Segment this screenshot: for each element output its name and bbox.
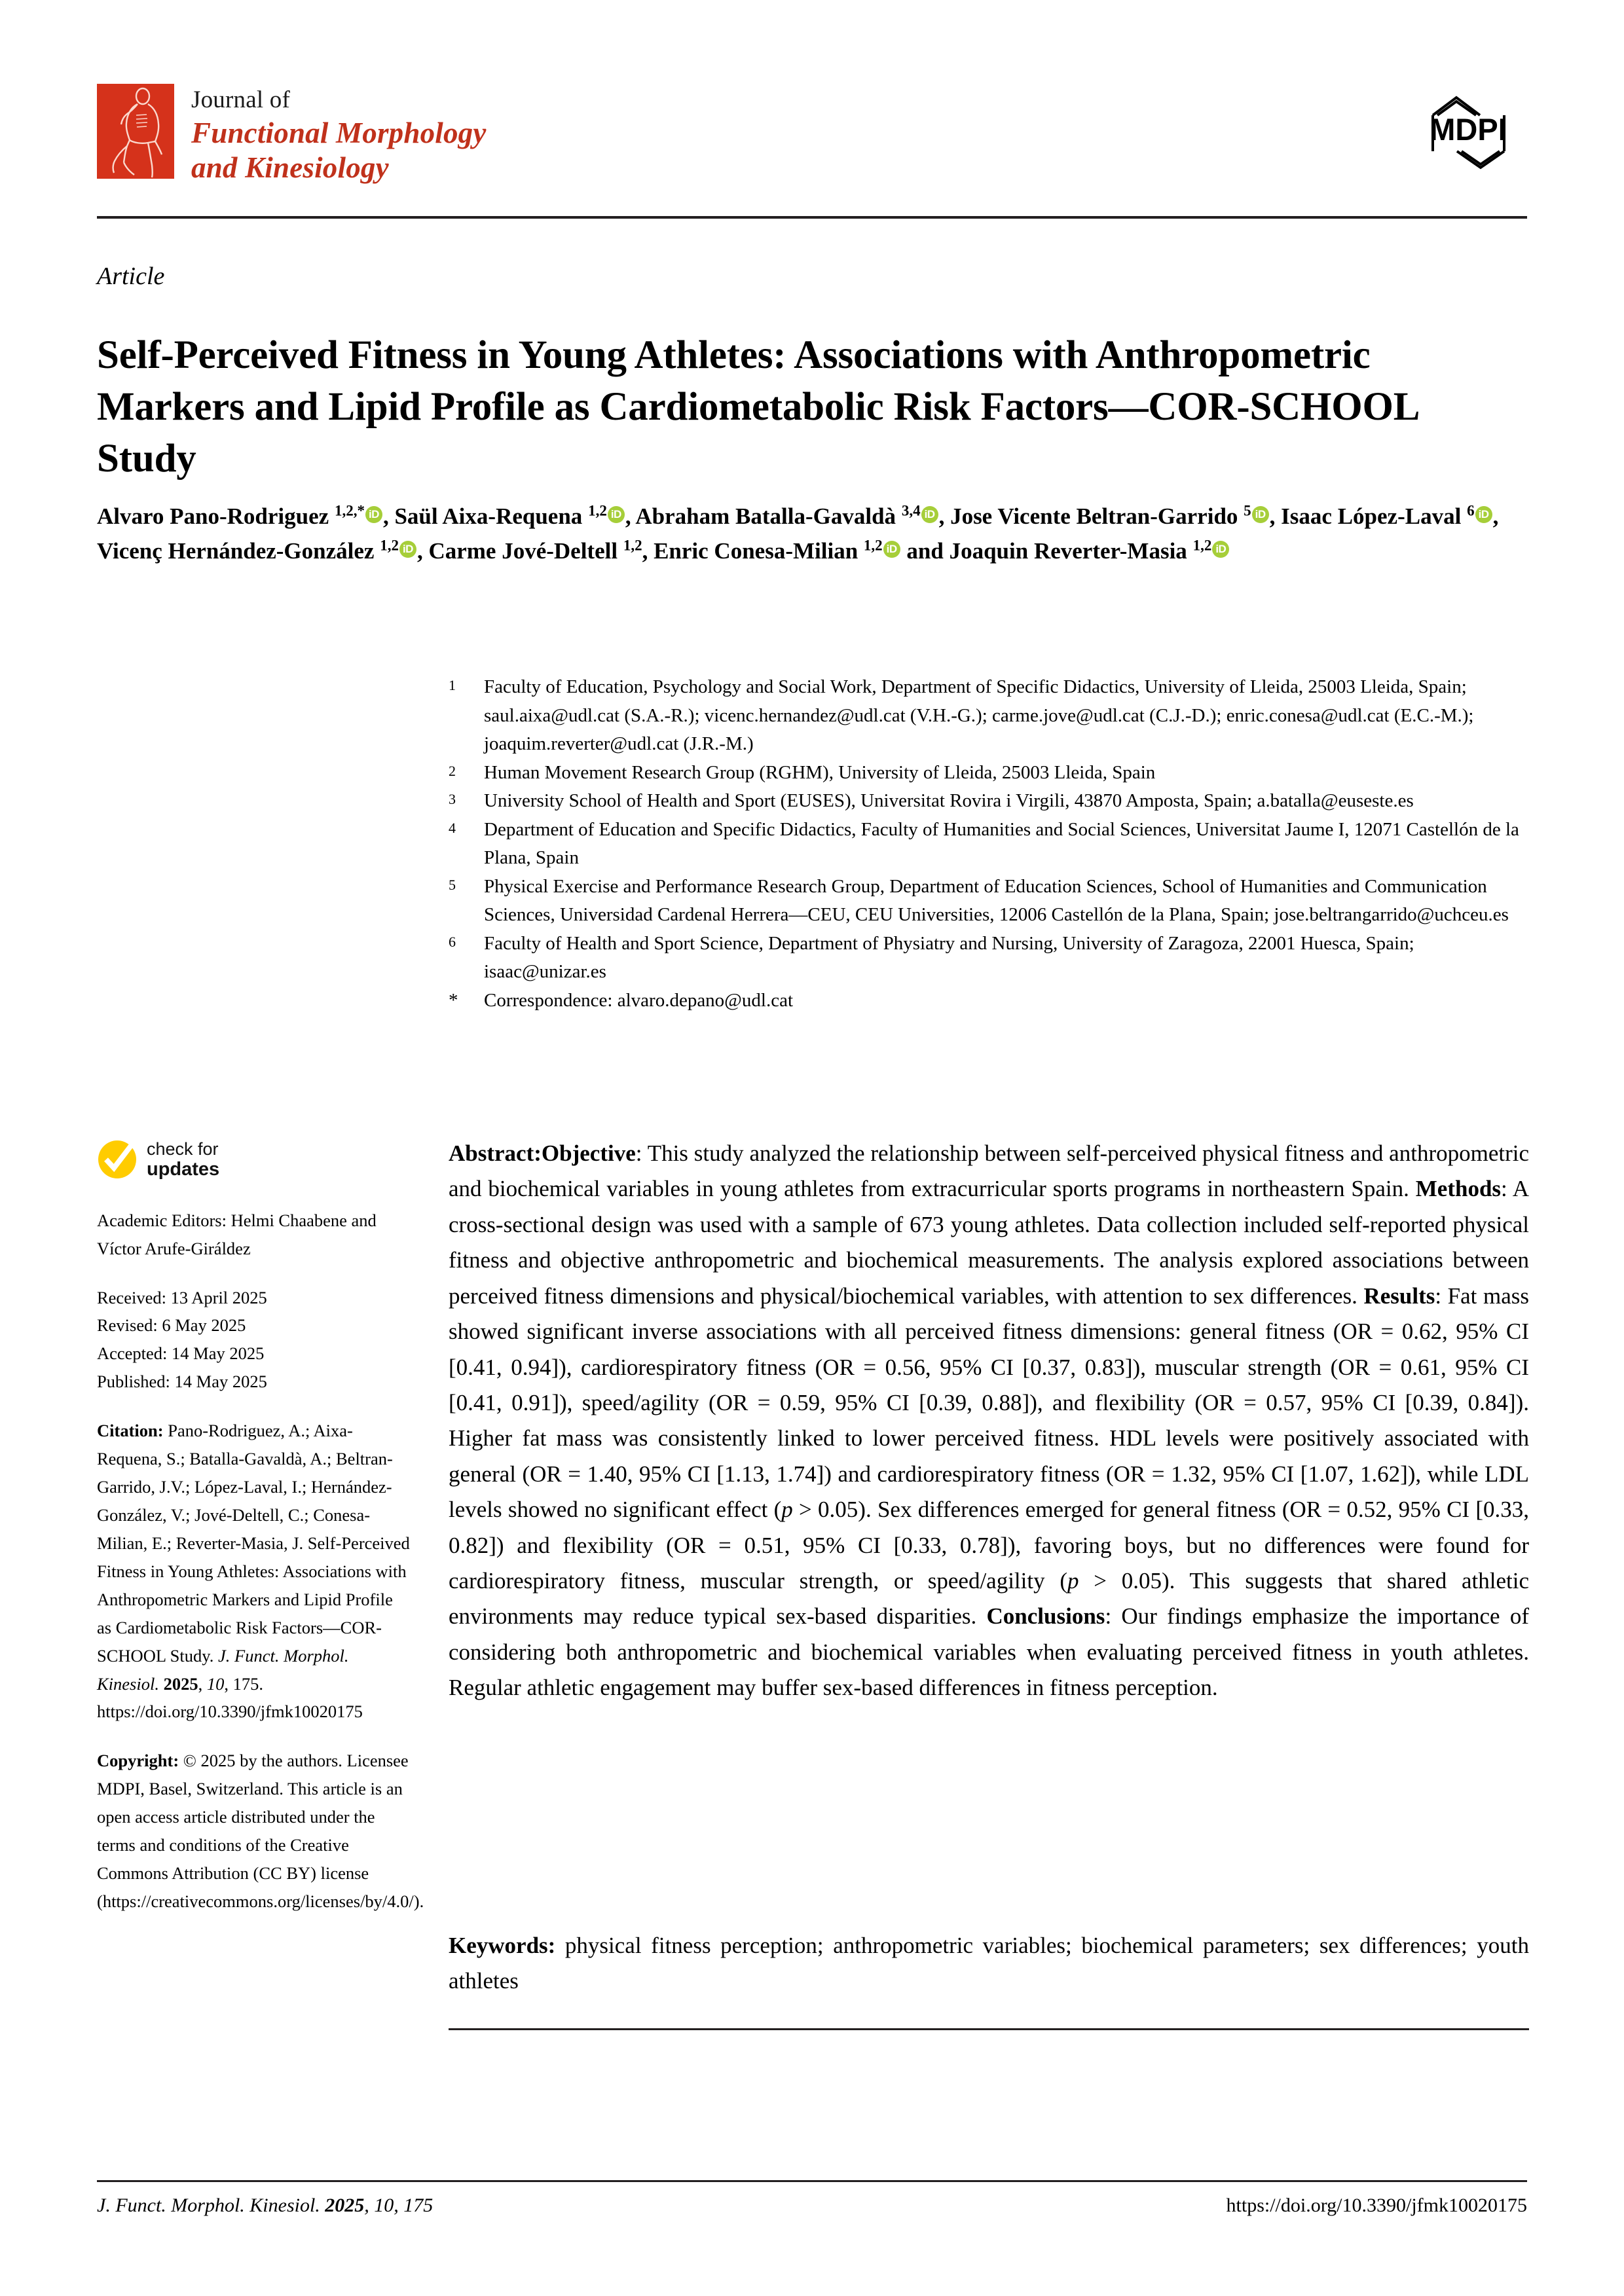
footer-volume: 10 — [374, 2195, 394, 2216]
affiliation-list — [449, 673, 1529, 1015]
affiliation-marker: 3 — [449, 791, 456, 807]
author-affiliation-marker: 1,2,* — [334, 502, 365, 519]
abstract-conclusions-label: Conclusions — [986, 1603, 1105, 1630]
abstract-methods-label: Methods — [1415, 1176, 1502, 1202]
author-name: Isaac López-Laval — [1281, 503, 1467, 529]
affiliation-text: Physical Exercise and Performance Research Group, Department of Education Sciences, School of Humanities and Communication Sciences, Universidad Cardenal Herrera—CEU, CEU Universities, 12006 Castellón de la Plana, Spain; jose.beltrangarrido@uchceu.es — [484, 875, 1509, 925]
footer-doi-link[interactable]: https://doi.org/10.3390/jfmk10020175 — [1226, 2195, 1527, 2216]
page-title: Self-Perceived Fitness in Young Athletes: Associations with Anthropometric Markers and Lipid Profile as Cardiometabolic Risk Factors—COR-SCHOOL Study — [97, 333, 1418, 481]
footer-journal-short: J. Funct. Morphol. Kinesiol. — [97, 2195, 320, 2216]
academic-editors: Academic Editors: Helmi Chaabene and Víctor Arufe-Giráldez — [97, 1210, 377, 1258]
abstract-conclusions-text: : Our findings emphasize the importance of considering both anthropometric and biochemical variables when evaluating perceived fitness in youth athletes. Regular athletic engagement may buffer sex-based differences in fitness perception. — [449, 1603, 1530, 1701]
keywords-text: physical fitness perception; anthropometric variables; biochemical parameters; sex differences; youth athletes — [449, 1933, 1529, 1994]
abstract-results-text-2: > 0.05). Sex differences emerged for general fitness (OR = 0.52, 95% CI [0.33, 0.82]) and flexibility (OR = 0.51, 95% CI [0.33, 0.78]), favoring boys, but no differences were found for cardiorespiratory fitness, muscular strength, or speed/agility ( — [449, 1497, 1529, 1594]
keywords-section — [449, 1928, 1529, 1999]
journal-title-block — [191, 84, 487, 185]
article-metadata-sidebar — [97, 1139, 424, 1916]
date-revised: Revised: 6 May 2025 — [97, 1315, 246, 1336]
orcid-icon[interactable]: iD — [608, 506, 625, 523]
author-affiliation-marker: 5 — [1244, 502, 1251, 519]
author-list: Alvaro Pano-Rodriguez $^{1,2,*}$ iD , Saül Aixa-Requena $^{1,2}$ iD , Abraham Batalla-Gavaldà $^{3,4}$ iD , Jose Vicente Beltran-Garrido $^5$ iD , Isaac López-Laval $^6$ iD , Vicenç Hernández-González $^{1,2}$ iD , Carme Jové-Deltell $^{1,2}$, Enric Conesa-Milian $^{1,2}$ iD and Joaquin Reverter-Masia $^{1,2}$ iD — [97, 502, 1499, 564]
affiliation-text: Faculty of Health and Sport Science, Department of Physiatry and Nursing, University of Zaragoza, 22001 Huesca, Spain; isaac@unizar.es — [484, 932, 1414, 982]
author-affiliation-marker: 1,2 — [1192, 537, 1212, 554]
orcid-icon[interactable]: iD — [1252, 506, 1269, 523]
affiliation-marker: 6 — [449, 933, 456, 950]
author-name: Saül Aixa-Requena — [394, 503, 589, 529]
affiliation-text: University School of Health and Sport (EUSES), Universitat Rovira i Virgili, 43870 Amposta, Spain; a.batalla@euseste.es — [484, 790, 1414, 811]
affiliation-item — [449, 787, 1529, 816]
footer-article-number: 175 — [403, 2195, 434, 2216]
date-published: Published: 14 May 2025 — [97, 1372, 267, 1392]
citation-journal: J. Funct. Morphol. Kinesiol. — [97, 1645, 349, 1694]
author-affiliation-marker: 3,4 — [901, 502, 921, 519]
journal-name-line3: and Kinesiology — [191, 151, 389, 185]
crossmark-line2: updates — [147, 1159, 220, 1180]
copyright-text: © 2025 by the authors. Licensee MDPI, Basel, Switzerland. This article is an open access article distributed under the terms and conditions of the Creative Commons Attribution (CC BY) license (https://creativecommons.org/licenses/by/4.0/). — [97, 1751, 424, 1911]
author-affiliation-marker: 1,2 — [863, 537, 883, 554]
affiliation-marker: 1 — [449, 677, 456, 693]
footer-divider — [97, 2180, 1527, 2182]
article-type-label: Article — [97, 263, 165, 290]
abstract-section — [449, 1136, 1529, 1706]
orcid-icon[interactable]: iD — [1475, 506, 1492, 523]
crossmark-line1: check for — [147, 1139, 219, 1159]
copyright-block — [97, 1747, 424, 1916]
affiliation-item — [449, 673, 1529, 759]
orcid-icon[interactable]: iD — [365, 506, 382, 523]
masthead — [97, 84, 1527, 205]
abstract-p-value-1: p — [781, 1497, 793, 1523]
crossmark-badge[interactable] — [97, 1139, 411, 1180]
check-for-updates-icon — [97, 1139, 138, 1180]
affiliation-text: Correspondence: alvaro.depano@udl.cat — [484, 989, 794, 1011]
author-affiliation-marker: 6 — [1467, 502, 1475, 519]
affiliation-item — [449, 759, 1529, 788]
affiliation-text: Human Movement Research Group (RGHM), University of Lleida, 25003 Lleida, Spain — [484, 761, 1156, 783]
journal-name-line1: Journal of — [191, 86, 290, 113]
journal-name-line2: Functional Morphology — [191, 117, 487, 149]
journal-branding — [97, 84, 487, 185]
affiliation-text: Department of Education and Specific Didactics, Faculty of Humanities and Social Sciences, Universitat Jaume I, 12071 Castellón de la Plana, Spain — [484, 818, 1519, 868]
citation-authors: Pano-Rodriguez, A.; Aixa-Requena, S.; Batalla-Gavaldà, A.; Beltran-Garrido, J.V.; López-Laval, I.; Hernández-González, V.; Jové-Deltell, C.; Conesa-Milian, E.; Reverter-Masia, J. Self-Perceived Fitness in Young Athletes: Associations with Anthropometric Markers and Lipid Profile as Cardiometabolic Risk Factors—COR-SCHOOL Study. — [97, 1421, 410, 1666]
footer-year: 2025 — [325, 2195, 365, 2216]
abstract-divider — [449, 2028, 1529, 2030]
citation-doi-link[interactable]: https://doi.org/10.3390/jfmk10020175 — [97, 1702, 363, 1722]
header-divider — [97, 216, 1527, 219]
abstract-results-label: Results — [1363, 1283, 1435, 1309]
date-received: Received: 13 April 2025 — [97, 1287, 267, 1307]
affiliation-marker: 5 — [449, 876, 456, 893]
author-name: Jose Vicente Beltran-Garrido — [950, 503, 1244, 529]
affiliation-marker: * — [449, 989, 458, 1011]
affiliation-item — [449, 930, 1529, 987]
publication-dates — [97, 1284, 411, 1396]
affiliation-marker: 2 — [449, 762, 456, 779]
keywords-label: Keywords: — [449, 1933, 556, 1958]
author-affiliation-marker: 1,2 — [380, 537, 399, 554]
author-name: Vicenç Hernández-González — [97, 538, 380, 564]
affiliation-text: Faculty of Education, Psychology and Social Work, Department of Specific Didactics, University of Lleida, 25003 Lleida, Spain; saul.aixa@udl.cat (S.A.-R.); vicenc.hernandez@udl.cat (V.H.-G.); carme.jove@udl.cat (C.J.-D.); enric.conesa@udl.cat (E.C.-M.); joaquim.reverter@udl.cat (J.R.-M.) — [484, 676, 1474, 754]
citation-article-number: 175. — [232, 1673, 263, 1694]
running-figure-logo-icon — [97, 84, 174, 179]
copyright-label: Copyright: — [97, 1751, 179, 1771]
author-name: Carme Jové-Deltell — [428, 538, 623, 564]
affiliation-item — [449, 816, 1529, 873]
abstract-label: Abstract: — [449, 1140, 542, 1166]
affiliation-marker: 4 — [449, 819, 456, 836]
citation-label: Citation: — [97, 1421, 164, 1441]
crossmark-label — [147, 1139, 219, 1180]
author-name: and Joaquin Reverter-Masia — [906, 538, 1193, 564]
citation-volume: 10 — [206, 1673, 225, 1694]
citation-year: 2025 — [163, 1673, 198, 1694]
author-name: Enric Conesa-Milian — [654, 538, 864, 564]
orcid-icon[interactable]: iD — [1212, 541, 1229, 558]
abstract-methods-text: : A cross-sectional design was used with a sample of 673 young athletes. Data collection included self-reported physical fitness and objective anthropometric and biochemical measurements. The analysis explored associations between perceived fitness dimensions and physical/biochemical variables, with attention to sex differences. — [449, 1176, 1530, 1309]
orcid-icon[interactable]: iD — [399, 541, 416, 558]
mdpi-logo-text: MDPI — [1430, 112, 1507, 147]
abstract-results-text-3: > 0.05). This suggests that shared athletic environments may reduce typical sex-based disparities. — [449, 1568, 1530, 1630]
mdpi-logo-icon — [1430, 89, 1527, 175]
author-affiliation-marker: 1,2 — [623, 537, 642, 554]
author-name: Alvaro Pano-Rodriguez — [97, 503, 335, 529]
citation-block: Citation: Pano-Rodriguez, A.; Aixa-Requena, S.; Batalla-Gavaldà, A.; Beltran-Garrido, J.V.; López-Laval, I.; Hernández-González, V.; Jové-Deltell, C.; Conesa-Milian, E.; Reverter-Masia, J. Self-Perceived Fitness in Young Athletes: Associations with Anthropometric Markers and Lipid Profile as Cardiometabolic Risk Factors—COR-SCHOOL Study. J. Funct. Morphol. Kinesiol. 2025, 10, 175. https://doi.org/10.3390/jfmk10020175 — [97, 1421, 410, 1722]
page-footer — [97, 2195, 1527, 2217]
abstract-objective-text: : This study analyzed the relationship between self-perceived physical fitness and anthropometric and biochemical variables in young athletes from extracurricular sports programs in northeastern Spain. — [449, 1140, 1529, 1202]
date-accepted: Accepted: 14 May 2025 — [97, 1343, 265, 1364]
affiliation-item — [449, 873, 1529, 930]
abstract-objective-label: Objective — [541, 1140, 636, 1166]
footer-citation: J. Funct. Morphol. Kinesiol. 2025, 10, 175 — [97, 2195, 434, 2216]
affiliation-item — [449, 987, 1529, 1015]
orcid-icon[interactable]: iD — [883, 541, 900, 558]
author-affiliation-marker: 1,2 — [588, 502, 607, 519]
author-name: Abraham Batalla-Gavaldà — [635, 503, 902, 529]
abstract-results-text-1: : Fat mass showed significant inverse associations with all perceived fitness dimensions: general fitness (OR = 0.62, 95% CI [0.41, 0.94]), cardiorespiratory fitness (OR = 0.56, 95% CI [0.37, 0.83]), muscular strength (OR = 0.61, 95% CI [0.41, 0.91]), speed/agility (OR = 0.59, 95% CI [0.39, 0.88]), and flexibility (OR = 0.57, 95% CI [0.39, 0.84]). Higher fat mass was consistently linked to lower perceived fitness. HDL levels were positively associated with general (OR = 1.40, 95% CI [1.13, 1.74]) and cardiorespiratory fitness (OR = 1.32, 95% CI [1.07, 1.62]), while LDL levels showed no significant effect ( — [449, 1283, 1529, 1523]
abstract-p-value-2: p — [1067, 1568, 1079, 1594]
orcid-icon[interactable]: iD — [921, 506, 938, 523]
